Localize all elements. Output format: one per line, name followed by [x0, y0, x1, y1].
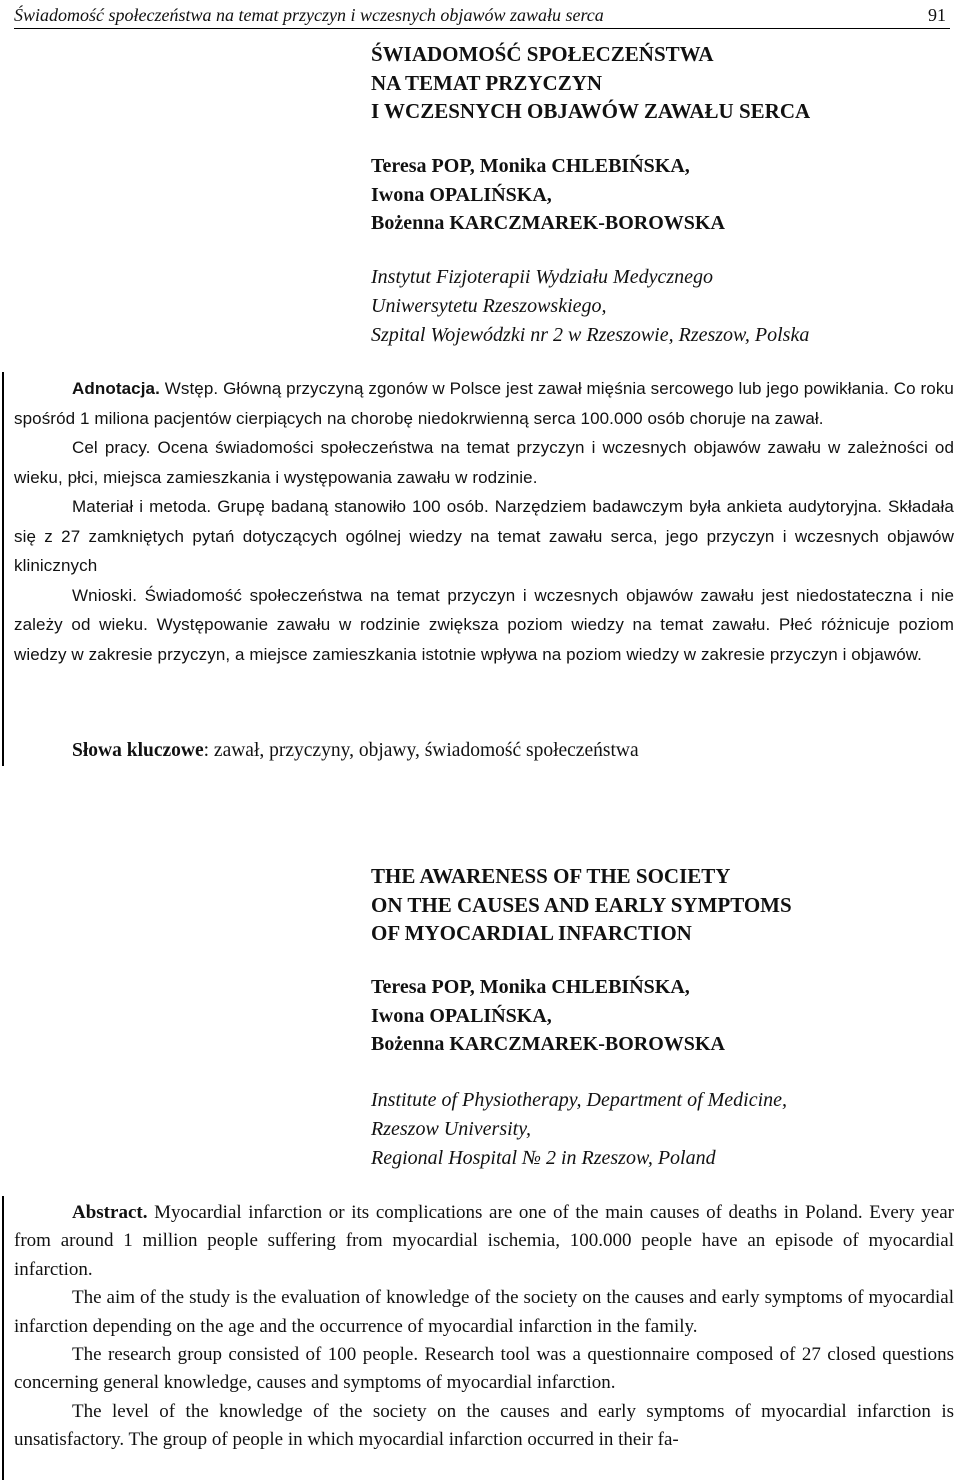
en-authors	[371, 973, 940, 1059]
pl-abstract-lead: Materiał i metoda.	[72, 497, 212, 516]
pl-abstract-paragraph	[14, 374, 954, 433]
pl-affiliation-line: Szpital Wojewódzki nr 2 w Rzeszowie, Rzeszow, Polska	[371, 324, 810, 346]
pl-keywords	[72, 740, 639, 762]
page-number: 91	[928, 5, 946, 25]
en-author-line: Teresa POP, Monika CHLEBIŃSKA,	[371, 976, 690, 998]
pl-authors	[371, 152, 940, 238]
pl-title	[371, 40, 940, 126]
en-author-line: Bożenna KARCZMAREK-BOROWSKA	[371, 1033, 725, 1055]
pl-abstract-paragraph	[14, 492, 954, 581]
pl-abstract-text: Grupę badaną stanowiło 100 osób. Narzędziem badawczym była ankieta audytoryjna. Składała się z 27 zamkniętych pytań dotyczących ogólnej wiedzy na temat zawału serca, jego przyczyn i wczesnych objawów klinicznych	[14, 497, 954, 575]
en-affiliation-line: Institute of Physiotherapy, Department of Medicine,	[371, 1089, 788, 1111]
en-title	[371, 862, 940, 948]
en-affiliation-line: Rzeszow University,	[371, 1118, 531, 1140]
en-affiliation	[371, 1086, 940, 1173]
pl-abstract-text: Główną przyczyną zgonów w Polsce jest zawał mięśnia sercowego lub jego powikłania. Co roku spośród 1 miliona pacjentów cierpiących na chorobę niedokrwienną serca 100.000 osób choruje na zawał.	[14, 379, 954, 428]
pl-abstract	[14, 374, 954, 669]
pl-abstract-lead: Wstęp.	[164, 379, 219, 398]
en-abstract-text: Myocardial infarction or its complications are one of the main causes of deaths in Poland. Every year from around 1 million people suffering from myocardial ischemia, 100.000 people have an episode of myocardial infarction.	[14, 1202, 954, 1280]
pl-abstract-paragraph	[14, 581, 954, 670]
en-abstract-paragraph	[14, 1199, 954, 1284]
en-abstract-paragraph: The level of the knowledge of the society on the causes and early symptoms of myocardial infarction is unsatisfactory. The group of people in which myocardial infarction occurred in their fa-	[14, 1400, 954, 1451]
en-abstract-paragraph: The aim of the study is the evaluation of knowledge of the society on the causes and early symptoms of myocardial infarction depending on the age and the occurrence of myocardial infarction in the family.	[14, 1287, 954, 1337]
pl-keywords-text: : zawał, przyczyny, objawy, świadomość społeczeństwa	[203, 740, 639, 761]
en-affiliation-line: Regional Hospital № 2 in Rzeszow, Poland	[371, 1147, 716, 1169]
pl-author-line: Iwona OPALIŃSKA,	[371, 183, 552, 206]
pl-title-line: I WCZESNYCH OBJAWÓW ZAWAŁU SERCA	[371, 99, 811, 123]
margin-bar	[2, 1196, 4, 1480]
pl-abstract-text: Świadomość społeczeństwa na temat przyczyn i wczesnych objawów zawału jest niedostateczna i nie zależy od wieku. Występowanie zawału w rodzinie zwiększa poziom wiedzy na temat zawału. Płeć różnicuje poziom wiedzy w zakresie przyczyn, a miejsce zamieszkania istotnie wpływa na poziom wiedzy w zakresie przyczyn i objawów.	[14, 585, 954, 664]
pl-title-line: NA TEMAT PRZYCZYN	[371, 70, 603, 95]
pl-abstract-text: Ocena świadomości społeczeństwa na temat przyczyn i wczesnych objawów zawału w zależności od wieku, płci, miejsca zamieszkania i występowania zawału w rodzinie.	[14, 438, 954, 487]
pl-keywords-label: Słowa kluczowe	[72, 740, 204, 761]
en-title-line: OF MYOCARDIAL INFARCTION	[371, 921, 692, 945]
en-abstract-label: Abstract.	[72, 1202, 148, 1223]
pl-title-line: ŚWIADOMOŚĆ SPOŁECZEŃSTWA	[371, 42, 714, 66]
pl-abstract-lead: Cel pracy.	[72, 438, 151, 457]
pl-author-line: Bożenna KARCZMAREK-BOROWSKA	[371, 212, 725, 234]
pl-affiliation-line: Instytut Fizjoterapii Wydziału Medycznego	[371, 266, 713, 288]
pl-abstract-lead: Wnioski.	[72, 585, 138, 605]
en-abstract	[14, 1199, 954, 1455]
margin-bar	[2, 372, 4, 766]
running-header	[14, 2, 950, 29]
pl-abstract-paragraph	[14, 433, 954, 492]
en-title-line: THE AWARENESS OF THE SOCIETY	[371, 864, 731, 888]
en-title-line: ON THE CAUSES AND EARLY SYMPTOMS	[371, 892, 792, 917]
en-author-line: Iwona OPALIŃSKA,	[371, 1004, 552, 1027]
pl-affiliation	[371, 263, 940, 350]
running-title: Świadomość społeczeństwa na temat przyczyn i wczesnych objawów zawału serca	[14, 5, 604, 25]
pl-affiliation-line: Uniwersytetu Rzeszowskiego,	[371, 295, 607, 317]
en-abstract-paragraph: The research group consisted of 100 people. Research tool was a questionnaire composed of 27 closed questions concerning general knowledge, causes and symptoms of myocardial infarction.	[14, 1344, 954, 1394]
pl-abstract-label: Adnotacja.	[72, 379, 160, 398]
pl-author-line: Teresa POP, Monika CHLEBIŃSKA,	[371, 155, 690, 177]
